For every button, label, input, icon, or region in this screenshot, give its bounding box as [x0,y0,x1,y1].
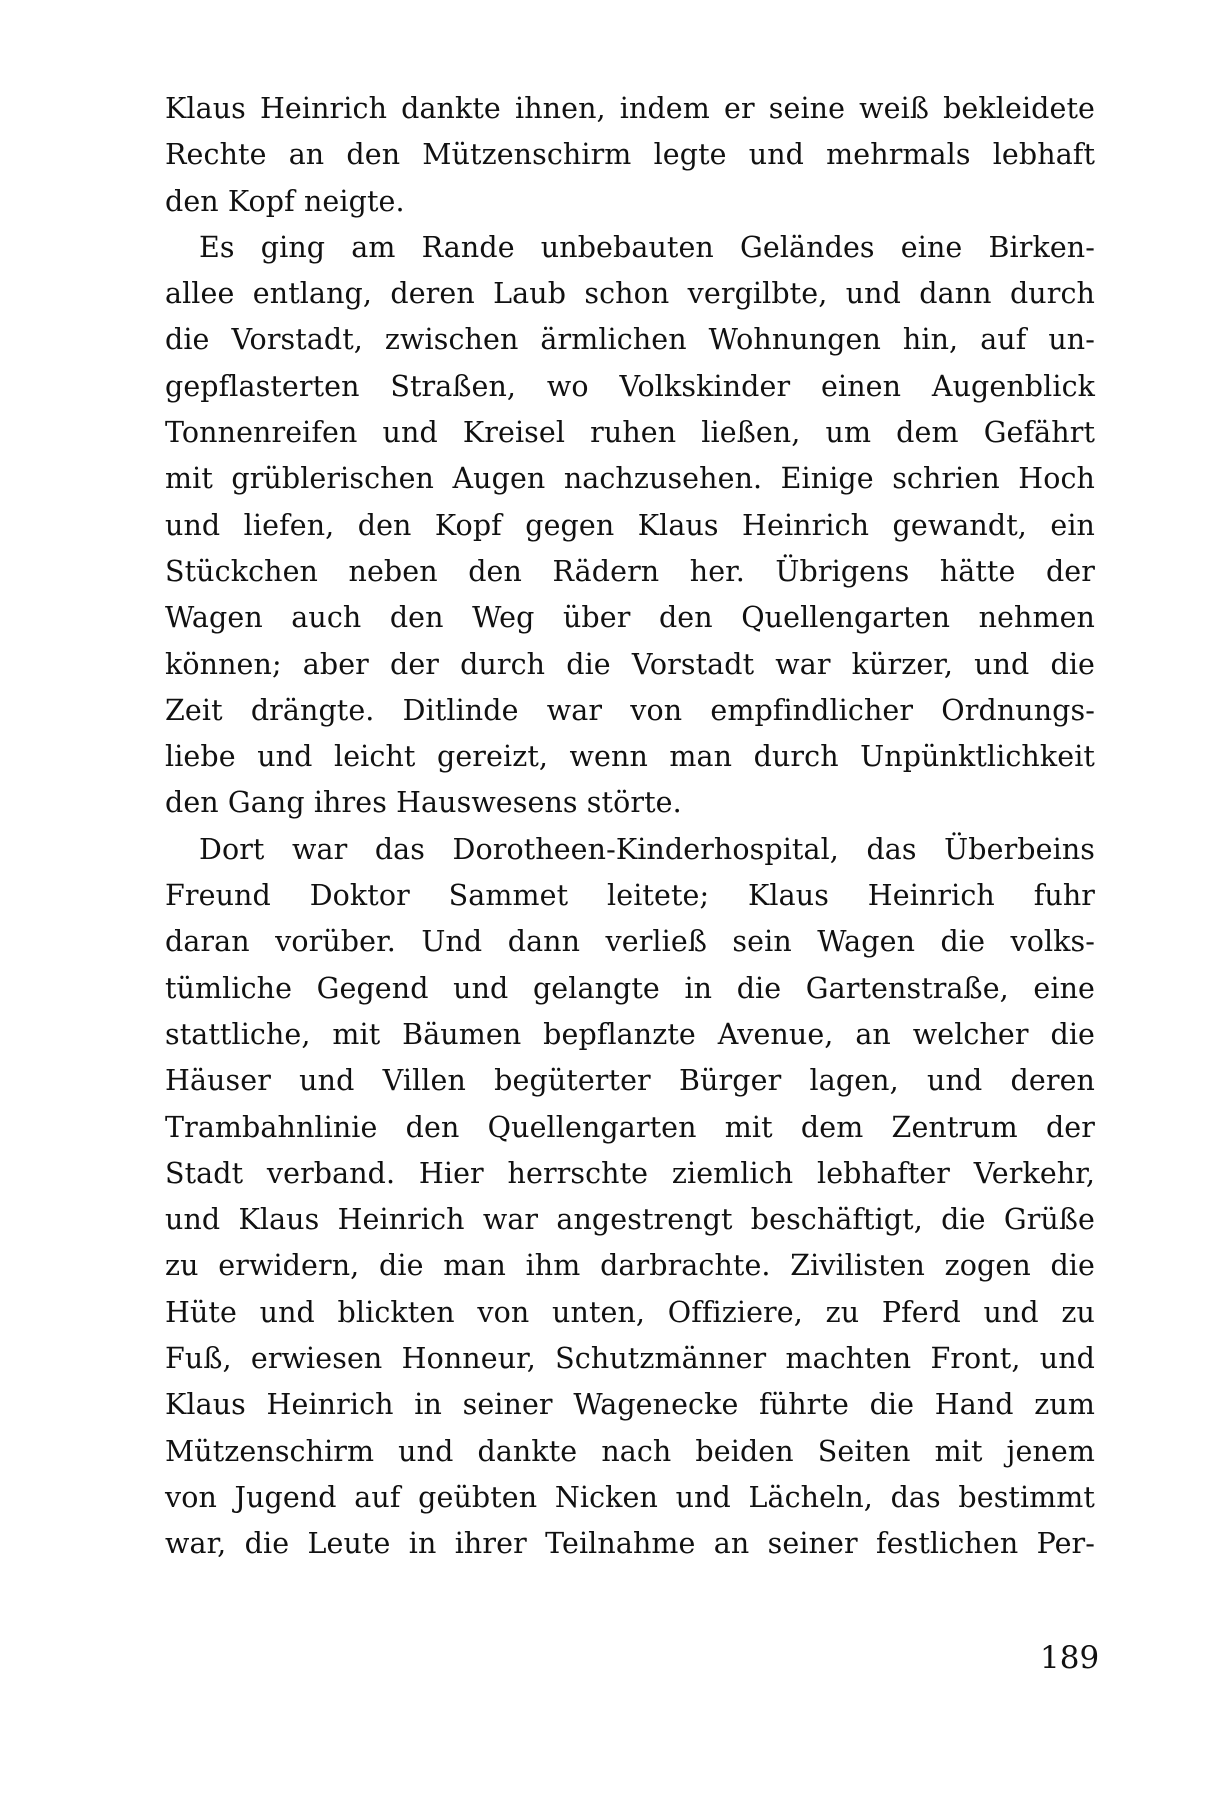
text-line: liebe und leicht gereizt, wenn man durch Unpünktlichkeit [165,740,1095,774]
text-line: Klaus Heinrich in seiner Wagenecke führte die Hand zum [165,1388,1095,1422]
text-line: und Klaus Heinrich war angestrengt beschäftigt, die Grüße [165,1203,1095,1237]
text-line: den Gang ihres Hauswesens störte. [165,786,682,820]
text-line: Häuser und Villen begüterter Bürger lagen, und deren [165,1064,1095,1098]
text-line: daran vorüber. Und dann verließ sein Wagen die volks- [165,925,1095,959]
text-line: Stückchen neben den Rädern her. Übrigens hätte der [165,554,1095,588]
text-line: den Kopf neigte. [165,184,405,218]
text-line: war, die Leute in ihrer Teilnahme an seiner festlichen Per- [165,1527,1095,1561]
text-line: zu erwidern, die man ihm darbrachte. Zivilisten zogen die [165,1249,1095,1283]
text-line: Rechte an den Mützenschirm legte und mehrmals lebhaft [165,138,1095,172]
text-line: Es ging am Rande unbebauten Geländes eine Birken- [199,230,1095,264]
text-line: tümliche Gegend und gelangte in die Gartenstraße, eine [165,971,1095,1005]
body-text [165,86,1095,1568]
text-line: Trambahnlinie den Quellengarten mit dem Zentrum der [165,1110,1095,1144]
text-line: allee entlang, deren Laub schon vergilbte, und dann durch [165,277,1095,311]
text-line: die Vorstadt, zwischen ärmlichen Wohnungen hin, auf un- [165,323,1095,357]
text-line: mit grüblerischen Augen nachzusehen. Einige schrien Hoch [165,462,1095,496]
text-line: Stadt verband. Hier herrschte ziemlich lebhafter Verkehr, [165,1156,1095,1190]
page-number: 189 [1040,1640,1100,1676]
text-line: Fuß, erwiesen Honneur, Schutzmänner machten Front, und [165,1342,1095,1376]
text-line: Wagen auch den Weg über den Quellengarten nehmen [165,601,1095,635]
text-line: Dort war das Dorotheen-Kinderhospital, das Überbeins [199,832,1095,866]
text-line: können; aber der durch die Vorstadt war kürzer, und die [165,647,1095,681]
text-line: von Jugend auf geübten Nicken und Lächeln, das bestimmt [165,1480,1095,1514]
text-line: Hüte und blickten von unten, Offiziere, zu Pferd und zu [165,1295,1095,1329]
text-line: Tonnenreifen und Kreisel ruhen ließen, um dem Gefährt [165,416,1095,450]
text-line: Zeit drängte. Ditlinde war von empfindlicher Ordnungs- [165,693,1095,727]
text-line: Freund Doktor Sammet leitete; Klaus Heinrich fuhr [165,879,1095,913]
text-line: Mützenschirm und dankte nach beiden Seiten mit jenem [165,1434,1095,1468]
text-line: Klaus Heinrich dankte ihnen, indem er seine weiß bekleidete [165,92,1095,125]
text-line: gepflasterten Straßen, wo Volkskinder einen Augenblick [165,369,1095,403]
text-line: stattliche, mit Bäumen bepflanzte Avenue, an welcher die [165,1017,1095,1051]
text-line: und liefen, den Kopf gegen Klaus Heinrich gewandt, ein [165,508,1095,542]
